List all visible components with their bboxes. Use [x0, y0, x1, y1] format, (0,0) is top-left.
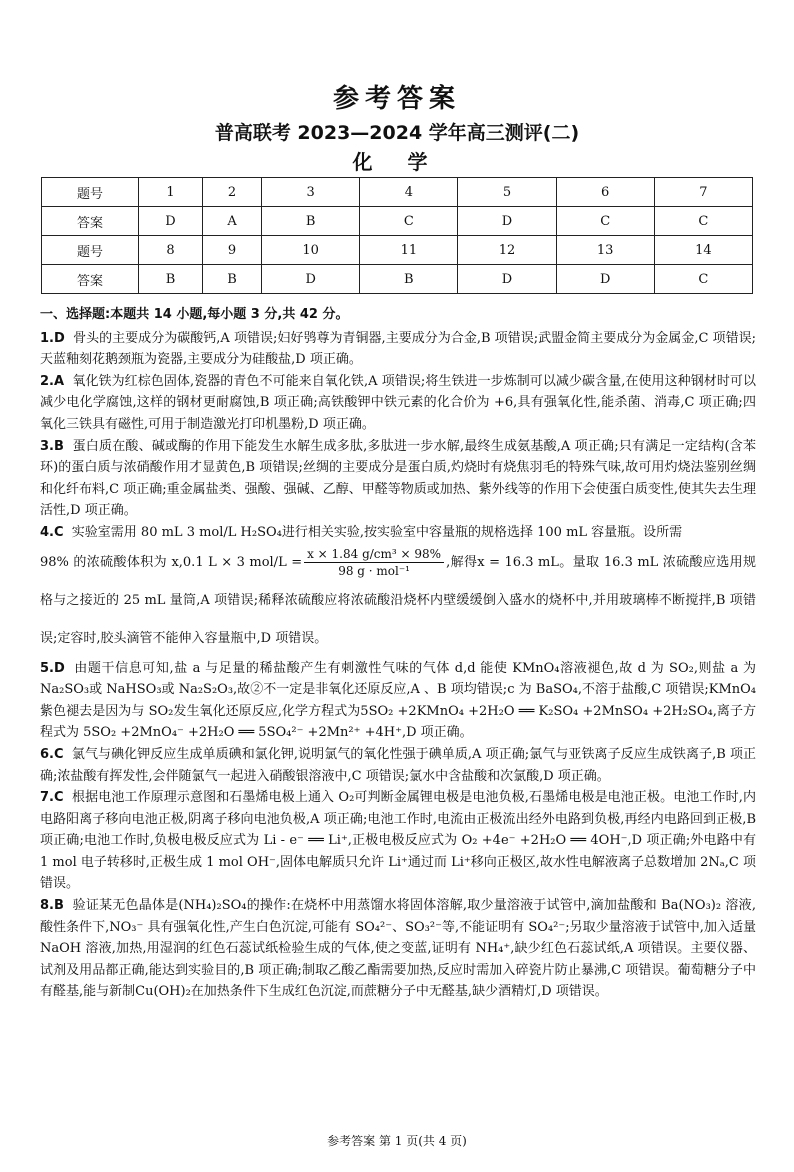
- answer-cell: 12: [458, 236, 556, 265]
- answer-cell: C: [360, 207, 458, 236]
- answer-cell: D: [556, 265, 654, 294]
- answer-cell: C: [556, 207, 654, 236]
- item-text-a: 实验室需用 80 mL 3 mol/L H₂SO₄进行相关实验,按实验室中容量瓶的规格选择 100 mL 容量瓶。设所需: [71, 524, 683, 540]
- answer-cell: 14: [654, 236, 752, 265]
- item-answer: C: [53, 524, 64, 540]
- item-text: 氯气与碘化钾反应生成单质碘和氯化钾,说明氯气的氧化性强于碘单质,A 项正确;氯气与亚铁离子反应生成铁离子,B 项正确;浓盐酸有挥发性,会伴随氯气一起进入硝酸银溶液中,C 项错误;氯水中含盐酸和次氯酸,D 项正确。: [40, 746, 757, 784]
- item-answer: B: [53, 898, 64, 914]
- item-answer: D: [53, 660, 65, 676]
- row-label: 题号: [42, 178, 139, 207]
- answer-cell: 7: [654, 178, 752, 207]
- fraction-denominator: 98 g · mol⁻¹: [338, 563, 410, 578]
- answer-cell: 9: [202, 236, 261, 265]
- item-number: 1.: [40, 330, 54, 346]
- row-label: 答案: [42, 207, 139, 236]
- answer-table-row: [42, 265, 753, 294]
- item-text: 由题干信息可知,盐 a 与足量的稀盐酸产生有刺激性气味的气体 d,d 能使 KMnO₄溶液褪色,故 d 为 SO₂,则盐 a 为 Na₂SO₃或 NaHSO₃或 Na₂S₂O₃,故②不一定是非氧化还原反应,A 、B 项均错误;c 为 BaSO₄,不溶于盐酸,C 项错误;KMnO₄紫色褪去是因为与 SO₂发生氧化还原反应,化学方程式为5SO₂ +2KMnO₄ +2H₂O ══ K₂SO₄ +2MnSO₄ +2H₂SO₄,离子方程式为 5SO₂ +2MnO₄⁻ +2H₂O ══ 5SO₄²⁻ +2Mn²⁺ +4H⁺,D 项正确。: [40, 660, 757, 741]
- item-number: 7.: [40, 790, 54, 806]
- fraction-numerator: x × 1.84 g/cm³ × 98%: [304, 546, 444, 563]
- answer-cell: C: [654, 207, 752, 236]
- item-number: 4.: [40, 524, 54, 540]
- answer-cell: 11: [360, 236, 458, 265]
- item-text: 骨头的主要成分为碳酸钙,A 项错误;妇好鸮尊为青铜器,主要成分为合金,B 项错误;武盟金简主要成分为金属金,C 项错误;天蓝釉刻花鹅颈瓶为瓷器,主要成分为硅酸盐,D 项正确。: [40, 330, 756, 368]
- answer-cell: D: [458, 265, 556, 294]
- answer-cell: B: [139, 265, 203, 294]
- answer-cell: 10: [262, 236, 360, 265]
- item-answer: A: [53, 373, 65, 389]
- item-answer: C: [53, 790, 64, 806]
- item-3: [40, 436, 756, 522]
- subject-title: 化 学: [352, 150, 442, 174]
- page-footer: 参考答案 第 1 页(共 4 页): [327, 1134, 467, 1148]
- item-1: [40, 328, 756, 371]
- exam-title: 普高联考 2023—2024 学年高三测评(二): [214, 122, 580, 144]
- explanations: [40, 304, 756, 1003]
- section-heading: 一、选择题:本题共 14 小题,每小题 3 分,共 42 分。: [40, 307, 349, 322]
- answer-cell: 5: [458, 178, 556, 207]
- item-number: 6.: [40, 746, 54, 762]
- item-answer: B: [53, 438, 64, 454]
- item-number: 8.: [40, 898, 54, 914]
- item-answer: D: [53, 330, 65, 346]
- row-label: 答案: [42, 265, 139, 294]
- answer-cell: C: [654, 265, 752, 294]
- answer-cell: B: [360, 265, 458, 294]
- row-label: 题号: [42, 236, 139, 265]
- answer-cell: 3: [262, 178, 360, 207]
- answer-cell: A: [202, 207, 261, 236]
- item-text: 验证某无色晶体是(NH₄)₂SO₄的操作:在烧杯中用蒸馏水将固体溶解,取少量溶液于试管中,滴加盐酸和 Ba(NO₃)₂ 溶液,酸性条件下,NO₃⁻ 具有强氧化性,产生白色沉淀,可能有 SO₄²⁻、SO₃²⁻等,不能证明有 SO₄²⁻;另取少量溶液于试管中,加入适量 NaOH 溶液,加热,用湿润的红色石蕊试纸检验生成的气体,使之变蓝,证明有 NH₄⁺,缺少红色石蕊试纸,A 项错误。主要仪器、试剂及用品都正确,能达到实验目的,B 项正确;制取乙酸乙酯需要加热,反应时需加入碎瓷片防止暴沸,C 项错误。葡萄糖分子中有醛基,能与新制Cu(OH)₂在加热条件下生成红色沉淀,而蔗糖分子中无醛基,缺少酒精灯,D 项错误。: [40, 898, 757, 1000]
- answer-table: [41, 177, 753, 294]
- item-4: [40, 522, 756, 658]
- answer-table-row: [42, 178, 753, 207]
- item-6: [40, 744, 756, 787]
- item-text: 氧化铁为红棕色固体,瓷器的青色不可能来自氧化铁,A 项错误;将生铁进一步炼制可以减少碳含量,在使用这种钢材时可以减少电化学腐蚀,这样的钢材更耐腐蚀,B 项正确;高铁酸钾中铁元素的化合价为 +6,具有强氧化性,能杀菌、消毒,C 项正确;四氧化三铁具有磁性,可用于制造激光打印机墨粉,D 项正确。: [40, 373, 756, 432]
- item-text-b: 98% 的浓硫酸体积为 x,0.1 L × 3 mol/L =: [40, 554, 303, 570]
- answer-table-row: [42, 207, 753, 236]
- item-2: [40, 371, 756, 436]
- item-8: [40, 895, 756, 1003]
- answer-cell: 1: [139, 178, 203, 207]
- item-7: [40, 787, 756, 895]
- item-number: 5.: [40, 660, 54, 676]
- answer-cell: 4: [360, 178, 458, 207]
- answer-cell: B: [202, 265, 261, 294]
- answer-cell: B: [262, 207, 360, 236]
- answer-cell: D: [262, 265, 360, 294]
- fraction: [304, 546, 444, 579]
- answer-cell: 6: [556, 178, 654, 207]
- item-text: 根据电池工作原理示意图和石墨烯电极上通入 O₂可判断金属锂电极是电池负极,石墨烯电极是电池正极。电池工作时,内电路阳离子移向电池正极,阴离子移向电池负极,A 项正确;电池工作时,电流由正极流出经外电路到负极,再经内电路回到正极,B 项正确;电池工作时,负极电极反应式为 Li - e⁻ ══ Li⁺,正极电极反应式为 O₂ +4e⁻ +2H₂O ══ 4OH⁻,D 项正确;外电路中有 1 mol 电子转移时,正极生成 1 mol OH⁻,固体电解质只允许 Li⁺通过而 Li⁺移向正极区,故水性电解液离子总数增加 2Nₐ,C 项错误。: [40, 790, 756, 892]
- answer-table-row: [42, 236, 753, 265]
- item-text-c: ,解得x = 16.3 mL。量取 16.3 mL 浓硫酸应选用规格与之接近的 25 mL 量筒,A 项错误;稀释浓硫酸应将浓硫酸沿烧杯内壁缓缓倒入盛水的烧杯中,并用玻璃棒不断搅拌,B 项错误;定容时,胶头滴管不能伸入容量瓶中,D 项错误。: [40, 554, 756, 646]
- answer-cell: D: [139, 207, 203, 236]
- item-5: [40, 658, 756, 744]
- item-number: 3.: [40, 438, 54, 454]
- page-title: 参考答案: [332, 84, 461, 114]
- item-number: 2.: [40, 373, 54, 389]
- item-answer: C: [53, 746, 64, 762]
- item-text: 蛋白质在酸、碱或酶的作用下能发生水解生成多肽,多肽进一步水解,最终生成氨基酸,A 项正确;只有满足一定结构(含苯环)的蛋白质与浓硝酸作用才显黄色,B 项错误;丝绸的主要成分是蛋白质,灼烧时有烧焦羽毛的特殊气味,故可用灼烧法鉴别丝绸和化纤布料,C 项正确;重金属盐类、强酸、强碱、乙醇、甲醛等物质或加热、紫外线等的作用下会使蛋白质变性,使其失去生理活性,D 项正确。: [40, 438, 757, 519]
- answer-cell: 8: [139, 236, 203, 265]
- answer-cell: 13: [556, 236, 654, 265]
- answer-cell: 2: [202, 178, 261, 207]
- answer-cell: D: [458, 207, 556, 236]
